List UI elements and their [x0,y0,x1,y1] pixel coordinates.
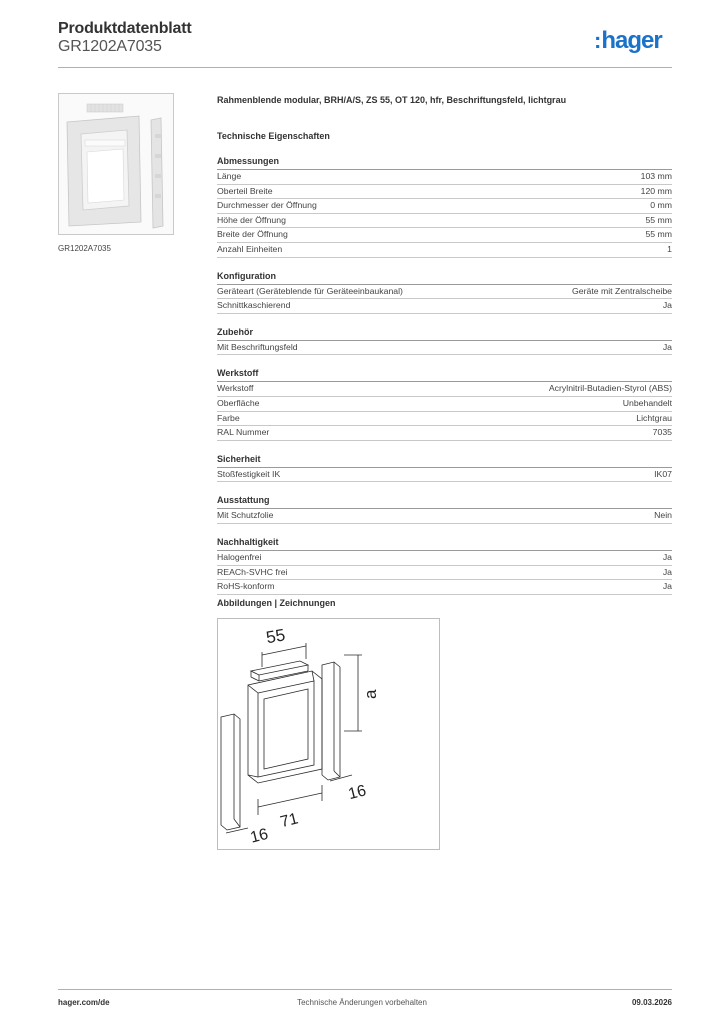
property-row [217,580,672,595]
product-frame-illustration [59,94,173,234]
section-heading: Nachhaltigkeit [217,536,672,551]
product-description: Rahmenblende modular, BRH/A/S, ZS 55, OT 120, hfr, Beschriftungsfeld, lichtgrau [217,95,567,105]
page-title: Produktdatenblatt [58,20,192,37]
property-row [217,551,672,566]
section-sicherheit [217,453,672,483]
property-label: Breite der Öffnung [217,229,288,240]
header-divider [58,67,672,68]
property-label: Mit Schutzfolie [217,510,274,521]
property-row [217,382,672,397]
property-row [217,243,672,258]
property-value: IK07 [654,468,672,479]
footer-notice: Technische Änderungen vorbehalten [297,998,427,1007]
property-value: Ja [662,551,672,562]
section-konfiguration [217,270,672,314]
property-label: Stoßfestigkeit IK [217,468,281,479]
property-value: 55 mm [645,214,672,225]
section-heading: Abmessungen [217,155,672,170]
section-heading: Zubehör [217,326,672,341]
section-heading: Werkstoff [217,367,672,382]
section-werkstoff [217,367,672,440]
property-label: Oberteil Breite [217,185,273,196]
property-value: Acrylnitril-Butadien-Styrol (ABS) [548,383,672,394]
property-label: Schnittkaschierend [217,300,291,311]
footer-date: 09.03.2026 [631,998,672,1007]
property-row [217,509,672,524]
property-row [217,412,672,427]
property-value: 0 mm [650,200,672,211]
dim-height-label: a [361,689,380,699]
section-heading: Ausstattung [217,494,672,509]
section-abmessungen [217,155,672,258]
property-label: Höhe der Öffnung [217,214,286,225]
footer-website: hager.com/de [58,998,110,1007]
property-value: 120 mm [640,185,672,196]
property-row [217,170,672,185]
section-heading: Sicherheit [217,453,672,468]
property-value: 55 mm [645,229,672,240]
property-value: Lichtgrau [636,412,672,423]
property-value: 1 [667,243,672,254]
property-label: Oberfläche [217,397,260,408]
section-ausstattung [217,494,672,524]
property-value: Nein [654,510,672,521]
property-label: REACh-SVHC frei [217,566,288,577]
hager-logo [594,27,662,55]
footer-divider [58,989,672,990]
property-label: Halogenfrei [217,551,262,562]
property-row [217,299,672,314]
property-sections [217,155,672,595]
product-photo-caption: GR1202A7035 [58,244,111,253]
property-label: Farbe [217,412,240,423]
technical-drawing [217,618,440,850]
property-value: Ja [662,581,672,592]
property-label: Länge [217,171,242,181]
property-value: Geräte mit Zentralscheibe [572,285,672,296]
property-value: 7035 [652,427,672,438]
property-row [217,285,672,300]
dim-top-width-label: 55 [264,625,287,648]
property-label: Anzahl Einheiten [217,243,283,254]
property-row [217,426,672,441]
property-value: Ja [662,566,672,577]
dim-depth-left-label: 16 [248,825,270,847]
technical-properties-heading: Technische Eigenschaften [217,131,330,141]
property-label: RoHS-konform [217,581,275,592]
property-label: Geräteart (Geräteblende für Geräteeinbaukanal) [217,285,403,296]
property-label: Durchmesser der Öffnung [217,200,317,211]
property-value: Ja [662,300,672,311]
product-photo [58,93,174,235]
property-row [217,397,672,412]
product-details [217,93,672,595]
section-zubeh-r [217,326,672,356]
property-row [217,566,672,581]
property-row [217,468,672,483]
property-row [217,228,672,243]
property-label: Werkstoff [217,383,254,394]
property-value: Ja [662,341,672,352]
property-row [217,214,672,229]
dim-depth-right-label: 16 [346,782,368,804]
property-label: Mit Beschriftungsfeld [217,341,298,352]
section-nachhaltigkeit [217,536,672,595]
property-value: 103 mm [640,171,672,181]
logo-dots-icon: : [594,28,601,53]
property-label: RAL Nummer [217,427,270,438]
product-code: GR1202A7035 [58,38,162,55]
figures-heading: Abbildungen | Zeichnungen [217,598,336,608]
property-row [217,185,672,200]
property-row [217,341,672,356]
logo-text: hager [601,27,662,54]
dimension-drawing [218,619,439,849]
dim-width-bottom-label: 71 [278,810,300,832]
section-heading: Konfiguration [217,270,672,285]
property-value: Unbehandelt [622,397,672,408]
property-row [217,199,672,214]
